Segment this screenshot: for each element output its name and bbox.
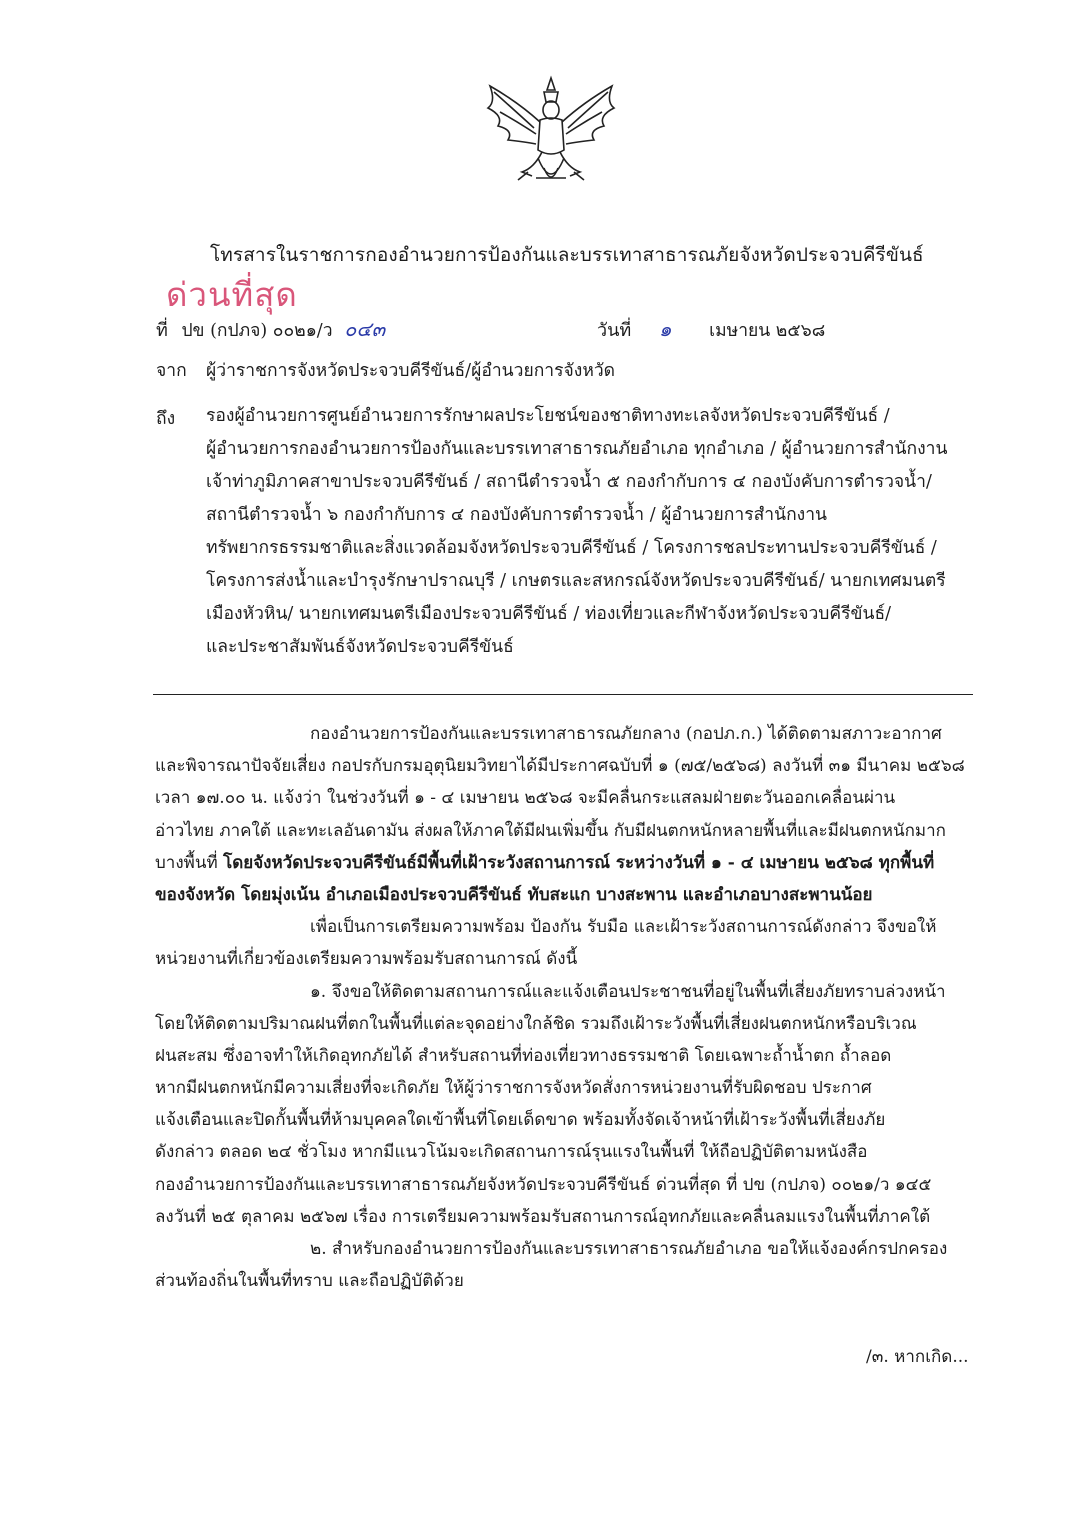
recipient-line: ผู้อำนวยการกองอำนวยการป้องกันและบรรเทาสาธารณภัยอำเภอ ทุกอำเภอ / ผู้อำนวยการสำนักงาน: [206, 439, 948, 459]
paragraph-line: ส่วนท้องถิ่นในพื้นที่ทราบ และถือปฏิบัติด้วย: [155, 1271, 464, 1292]
recipient-line: ทรัพยากรธรรมชาติและสิ่งแวดล้อมจังหวัดประจวบคีรีขันธ์ / โครงการชลประทานประจวบคีรีขันธ์ /: [206, 538, 937, 558]
paragraph-line: ฝนสะสม ซึ่งอาจทำให้เกิดอุทกภัยได้ สำหรับสถานที่ท่องเที่ยวทางธรรมชาติ โดยเฉพาะถ้ำน้ำตก ถ้ำลอด: [155, 1045, 892, 1066]
from-text: ผู้ว่าราชการจังหวัดประจวบคีรีขันธ์/ผู้อำนวยการจังหวัด: [206, 361, 616, 381]
from-label: จาก: [156, 361, 187, 381]
recipient-line: เมืองหัวหิน/ นายกเทศมนตรีเมืองประจวบคีรีขันธ์ / ท่องเที่ยวและกีฬาจังหวัดประจวบคีรีขันธ์/: [206, 604, 892, 624]
recipients-list: [206, 400, 972, 664]
paragraph-line: ลงวันที่ ๒๕ ตุลาคม ๒๕๖๗ เรื่อง การเตรียมความพร้อมรับสถานการณ์อุทกภัยและคลื่นลมแรงในพื้นที่ภาคใต้: [155, 1206, 931, 1227]
paragraph-line: กองอำนวยการป้องกันและบรรเทาสาธารณภัยจังหวัดประจวบคีรีขันธ์ ด่วนที่สุด ที่ ปข (กปภจ) ๐๐๒๑/ว ๑๔๕: [155, 1174, 932, 1195]
date-day: ๑: [658, 317, 672, 341]
paragraph-line: [155, 847, 973, 879]
paragraph-line: หากมีฝนตกหนักมีความเสี่ยงที่จะเกิดภัย ให้ผู้ว่าราชการจังหวัดสั่งการหน่วยงานที่รับผิดชอบ ประกาศ: [155, 1078, 872, 1099]
recipient-line: และประชาสัมพันธ์จังหวัดประจวบคีรีขันธ์: [206, 637, 514, 657]
to-label: ถึง: [156, 409, 176, 429]
paragraph-line: โดยให้ติดตามปริมาณฝนที่ตกในพื้นที่แต่ละจุดอย่างใกล้ชิด รวมถึงเฝ้าระวังพื้นที่เสี่ยงฝนตกหนักหรือบริเวณ: [155, 1013, 917, 1034]
date-month-year: เมษายน ๒๕๖๘: [709, 321, 826, 341]
paragraph-line: เวลา ๑๗.๐๐ น. แจ้งว่า ในช่วงวันที่ ๑ - ๔ เมษายน ๒๕๖๘ จะมีคลื่นกระแสลมฝ่ายตะวันออกเคลื่อนผ่าน: [155, 788, 896, 809]
garuda-emblem-icon: [478, 72, 624, 196]
recipient-line: รองผู้อำนวยการศูนย์อำนวยการรักษาผลประโยชน์ของชาติทางทะเลจังหวัดประจวบคีรีขันธ์ /: [206, 406, 890, 426]
ref-number: ๐๔๓: [344, 317, 386, 341]
ref-label: ที่: [156, 320, 168, 341]
paragraph-line: ดังกล่าว ตลอด ๒๔ ชั่วโมง หากมีแนวโน้มจะเกิดสถานการณ์รุนแรงในพื้นที่ ให้ถือปฏิบัติตามหนังสือ: [155, 1142, 868, 1163]
ref-text: ปข (กปภจ) ๐๐๒๑/ว: [181, 321, 333, 341]
recipient-line: สถานีตำรวจน้ำ ๖ กองกำกับการ ๔ กองบังคับการตำรวจน้ำ / ผู้อำนวยการสำนักงาน: [206, 505, 828, 525]
paragraph-line: หน่วยงานที่เกี่ยวข้องเตรียมความพร้อมรับสถานการณ์ ดังนี้: [155, 949, 578, 970]
continued-marker: /๓. หากเกิด...: [866, 1347, 969, 1367]
urgency-stamp: ด่วนที่สุด: [166, 275, 298, 314]
paragraph-line: และพิจารณาปัจจัยเสี่ยง กอปรกับกรมอุตุนิยมวิทยาได้มีประกาศฉบับที่ ๑ (๗๕/๒๕๖๘) ลงวันที่ ๓๑ มีนาคม ๒๕๖๘: [155, 756, 965, 777]
reference-row: [156, 313, 385, 345]
paragraph-line: ๑. จึงขอให้ติดตามสถานการณ์และแจ้งเตือนประชาชนที่อยู่ในพื้นที่เสี่ยงภัยทราบล่วงหน้า: [310, 981, 946, 1002]
recipient-line: โครงการส่งน้ำและบำรุงรักษาปราณบุรี / เกษตรและสหกรณ์จังหวัดประจวบคีรีขันธ์/ นายกเทศมนตรี: [206, 571, 946, 591]
paragraph-line: เพื่อเป็นการเตรียมความพร้อม ป้องกัน รับมือ และเฝ้าระวังสถานการณ์ดังกล่าว จึงขอให้: [310, 917, 937, 938]
paragraph-line: [155, 879, 973, 911]
org-title: โทรสารในราชการกองอำนวยการป้องกันและบรรเทาสาธารณภัยจังหวัดประจวบคีรีขันธ์: [210, 244, 924, 266]
emphasis-text: ของจังหวัด โดยมุ่งเน้น อำเภอเมืองประจวบคีรีขันธ์ ทับสะแก บางสะพาน และอำเภอบางสะพานน้อย: [155, 884, 873, 905]
paragraph-line: ๒. สำหรับกองอำนวยการป้องกันและบรรเทาสาธารณภัยอำเภอ ขอให้แจ้งองค์กรปกครอง: [310, 1239, 948, 1259]
emphasis-text: โดยจังหวัดประจวบคีรีขันธ์มีพื้นที่เฝ้าระวังสถานการณ์ ระหว่างวันที่ ๑ - ๔ เมษายน ๒๕๖๘ ทุกพื้นที่: [223, 852, 935, 873]
divider: [153, 694, 973, 695]
body-text: [155, 718, 973, 1297]
date-row: [597, 313, 825, 345]
paragraph-line: แจ้งเตือนและปิดกั้นพื้นที่ห้ามบุคคลใดเข้าพื้นที่โดยเด็ดขาด พร้อมทั้งจัดเจ้าหน้าที่เฝ้าระวังพื้นที่เสี่ยงภัย: [155, 1110, 886, 1131]
paragraph-text: บางพื้นที่: [155, 852, 224, 873]
recipient-line: เจ้าท่าภูมิภาคสาขาประจวบคีรีขันธ์ / สถานีตำรวจน้ำ ๕ กองกำกับการ ๔ กองบังคับการตำรวจน้ำ/: [206, 472, 932, 492]
date-label: วันที่: [597, 320, 632, 341]
paragraph-line: อ่าวไทย ภาคใต้ และทะเลอันดามัน ส่งผลให้ภาคใต้มีฝนเพิ่มขึ้น กับมีฝนตกหนักหลายพื้นที่และมีฝนตกหนักมาก: [155, 820, 946, 841]
paragraph-line: กองอำนวยการป้องกันและบรรเทาสาธารณภัยกลาง (กอปภ.ก.) ได้ติดตามสภาวะอากาศ: [310, 724, 942, 744]
